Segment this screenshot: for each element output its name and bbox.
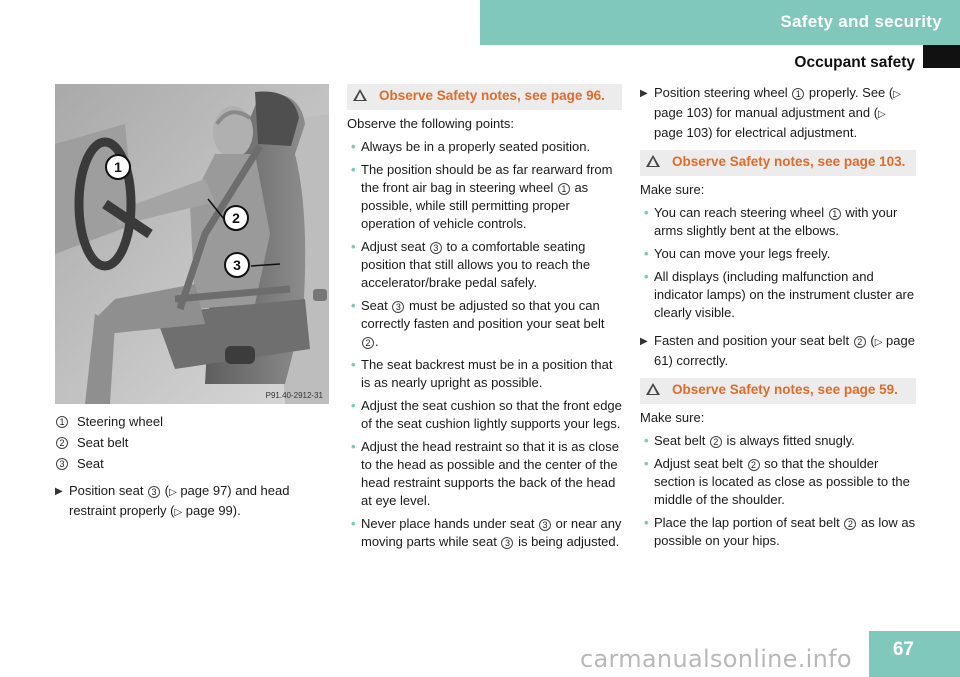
instruction-position-seat	[55, 482, 325, 522]
callout-3-label: 3	[233, 257, 241, 273]
intro-text: Make sure:	[640, 182, 705, 197]
instruction-arrow-icon: ▶	[640, 88, 648, 99]
callout-2	[224, 206, 248, 230]
page-number-box	[869, 631, 960, 677]
page-ref-icon: ▷	[874, 337, 883, 348]
list-item: • Seat 3 must be adjusted so that you can correctly fasten and position your seat belt 2 .	[351, 298, 605, 349]
legend-label: Steering wheel	[77, 414, 163, 429]
intro-text: Observe the following points:	[347, 116, 514, 131]
header-band	[480, 0, 960, 45]
warning-triangle-icon	[646, 153, 672, 172]
list-item: • Place the lap portion of seat belt 2 as low as possible on your hips.	[644, 515, 916, 548]
page-ref-icon: ▷	[878, 109, 886, 120]
safety-warning	[640, 378, 916, 404]
subsection-title: Occupant safety	[794, 54, 915, 71]
list-item: • Adjust the seat cushion so that the front edge of the seat cushion lightly supports your legs.	[351, 398, 622, 431]
list-item: • Seat belt 2 is always fitted snugly.	[644, 433, 855, 448]
instruction-arrow-icon: ▶	[640, 336, 648, 347]
list-item: • Adjust the head restraint so that it is as close to the head as possible and the center of the head restraint supports the back of the head at eye level.	[351, 439, 619, 508]
instruction-seat-belt: ▶ Fasten and position your seat belt 2 (▷ page 61) correctly.	[640, 333, 915, 368]
legend-number: 2	[56, 437, 68, 449]
intro-text: Make sure:	[640, 410, 705, 425]
seat-illustration	[55, 84, 329, 404]
instruction-text: Position seat 3 (▷ page 97) and head restraint properly (▷ page 99).	[69, 483, 290, 518]
callout-1-label: 1	[114, 159, 122, 175]
section-title: Safety and security	[780, 12, 942, 31]
page-ref-icon: ▷	[169, 487, 177, 498]
list-item: • The seat backrest must be in a position that is as nearly upright as possible.	[351, 357, 613, 390]
header-marker	[923, 45, 960, 68]
column-3	[640, 84, 916, 550]
column-1-instruction	[55, 482, 325, 522]
warning-text: Observe Safety notes, see page 103.	[672, 154, 906, 169]
callout-1	[106, 155, 130, 179]
page-ref-icon: ▷	[174, 507, 183, 518]
instruction-steering-wheel: ▶ Position steering wheel 1 properly. See (▷ page 103) for manual adjustment and (▷ page 103) for electrical adjustment.	[640, 85, 901, 140]
page-ref-icon: ▷	[893, 89, 901, 100]
callout-2-label: 2	[232, 210, 240, 226]
instruction-arrow-icon: ▶	[55, 486, 63, 497]
legend-item	[55, 453, 329, 474]
legend-number: 1	[56, 416, 68, 428]
list-item: • The position should be as far rearward from the front air bag in steering wheel 1 as possible, while still permitting proper operation of vehicle controls.	[351, 162, 613, 231]
figure-legend	[55, 411, 329, 474]
figure-code: P91.40-2912-31	[265, 391, 323, 400]
list-item: • Adjust seat belt 2 so that the shoulder section is located as close as possible to the middle of the shoulder.	[644, 456, 910, 507]
list-item: • You can reach steering wheel 1 with your arms slightly bent at the elbows.	[644, 205, 898, 238]
list-item: • Adjust seat 3 to a comfortable seating position that still allows you to reach the accelerator/brake pedal safely.	[351, 239, 591, 290]
list-item: • Always be in a properly seated position.	[351, 139, 591, 154]
warning-text: Observe Safety notes, see page 96.	[379, 88, 605, 103]
warning-triangle-icon	[646, 381, 672, 400]
legend-item	[55, 411, 329, 432]
column-2	[347, 84, 622, 551]
legend-label: Seat	[77, 456, 104, 471]
legend-number: 3	[56, 458, 68, 470]
callout-3	[225, 253, 249, 277]
safety-warning	[347, 84, 622, 110]
legend-item	[55, 432, 329, 453]
list-item: • All displays (including malfunction and indicator lamps) on the instrument cluster are clearly visible.	[644, 269, 915, 320]
occupant-figure	[55, 84, 329, 404]
page-number: 67	[892, 639, 914, 660]
warning-text: Observe Safety notes, see page 59.	[672, 382, 898, 397]
legend-label: Seat belt	[77, 435, 129, 450]
safety-warning	[640, 150, 916, 176]
warning-triangle-icon	[353, 87, 379, 106]
list-item: • Never place hands under seat 3 or near any moving parts while seat 3 is being adjusted.	[351, 516, 622, 549]
list-item: • You can move your legs freely.	[644, 246, 831, 261]
watermark: carmanualsonline.info	[580, 645, 852, 673]
